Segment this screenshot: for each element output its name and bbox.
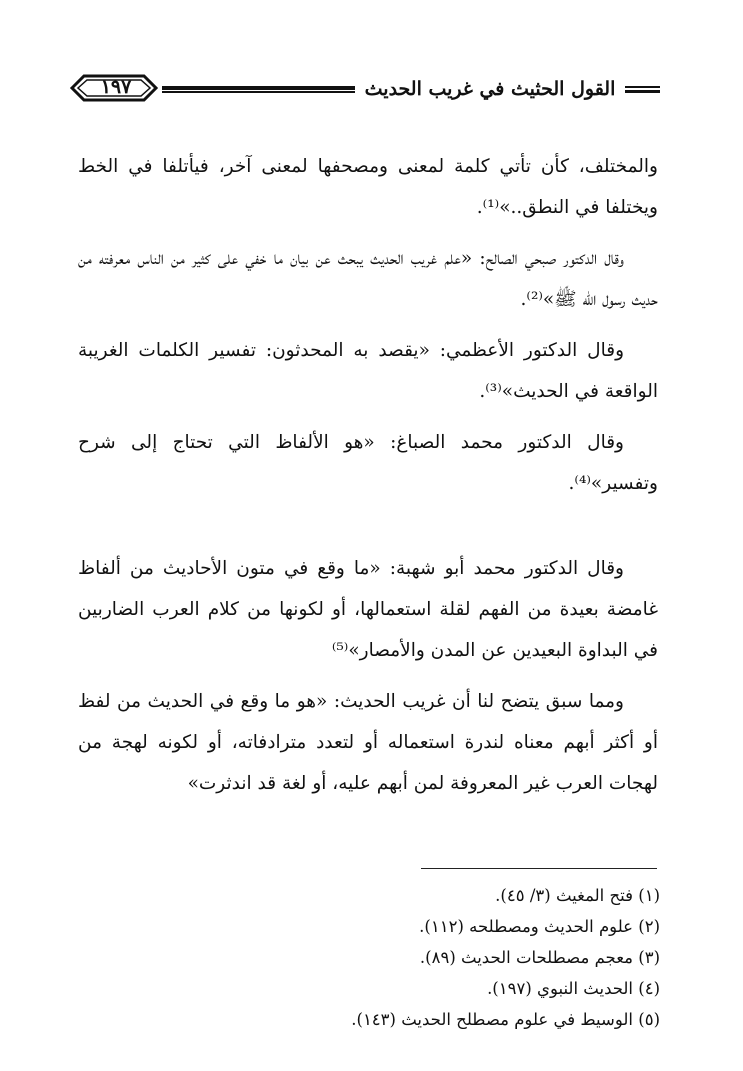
paragraph: وقال الدكتور صبحي الصالح: «علم غريب الحديث يبحث عن بيان ما خفي على كثير من الناس معرفته من حديث رسول الله ﷺ»⁽²⁾.: [78, 248, 658, 310]
footnote: (٢) علوم الحديث ومصطلحه (١١٢).: [419, 917, 660, 936]
footnotes: [250, 880, 660, 1035]
header-rule-right: [625, 86, 660, 93]
page-header: [70, 62, 660, 114]
paragraph: وقال الدكتور محمد أبو شهبة: «ما وقع في متون الأحاديث من ألفاظ غامضة بعيدة من الفهم لقلة استعمالها، أو لكونها من كلام العرب الضاربين في البداوة البعيدين عن المدن والأمصار»⁽⁵⁾: [78, 558, 658, 661]
paragraph: وقال الدكتور محمد الصباغ: «هو الألفاظ التي تحتاج إلى شرح وتفسير»⁽⁴⁾.: [78, 432, 658, 494]
footnote: (٣) معجم مصطلحات الحديث (٨٩).: [419, 948, 660, 967]
main-text: [78, 146, 658, 814]
paragraph: والمختلف، كأن تأتي كلمة لمعنى ومصحفها لمعنى آخر، فيأتلفا في الخط ويختلفا في النطق..»⁽¹⁾.: [78, 156, 658, 218]
footnote: (١) فتح المغيث (٣/ ٤٥).: [495, 886, 660, 905]
header-rule-left: [162, 86, 355, 93]
running-title: القول الحثيث في غريب الحديث: [364, 78, 616, 100]
page-number: ١٩٧: [100, 76, 132, 98]
footnote: (٥) الوسيط في علوم مصطلح الحديث (١٤٣).: [351, 1010, 660, 1029]
footnote: (٤) الحديث النبوي (١٩٧).: [487, 979, 660, 998]
paragraph: وقال الدكتور الأعظمي: «يقصد به المحدثون: تفسير الكلمات الغريبة الواقعة في الحديث»⁽³⁾.: [78, 340, 658, 402]
footnote-separator: [421, 868, 657, 869]
paragraph: ومما سبق يتضح لنا أن غريب الحديث: «هو ما وقع في الحديث من لفظ أو أكثر أبهم معناه لندرة استعماله أو لتعدد مترادفاته، أو لكونه لهجة من لهجات العرب غير المعروفة لمن أبهم عليه، أو لغة قد اندثرت»: [78, 691, 658, 794]
